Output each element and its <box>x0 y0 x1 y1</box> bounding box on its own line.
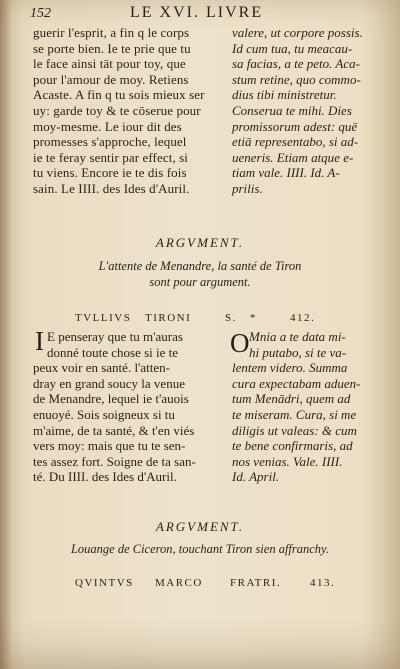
text-line: prilis. <box>232 180 263 196</box>
text-line: peux voir en santé. l'atten- <box>33 360 170 376</box>
text-line: etiā representabo, si ad- <box>232 134 359 150</box>
text-line: Acaste. A fin q tu sois mieux ser <box>33 87 205 103</box>
text-line: uy: garde toy & te cōserue pour <box>33 102 201 118</box>
text-line: moy-mesme. Le iour dit des <box>33 118 182 134</box>
french-column-letter <box>33 326 228 485</box>
salutation-to: TIRONI <box>145 312 192 324</box>
spine-shadow <box>0 0 12 669</box>
text-line: de Menandre, lequel ie t'auois <box>33 391 189 407</box>
french-drop-cap: I <box>35 326 44 356</box>
salutation-mid: MARCO <box>155 577 203 589</box>
text-line: tum Menādri, quem ad <box>232 391 351 407</box>
text-line: valere, ut corpore possis. <box>232 25 363 40</box>
argument-line: Louange de Ciceron, touchant Tiron sien affranchy. <box>70 542 330 556</box>
text-line: E penseray que tu m'auras <box>47 329 183 344</box>
text-line: promissorum adest: quē <box>232 118 358 134</box>
text-line: tes assez fort. Soigne de ta san- <box>33 453 196 469</box>
text-line: sa facias, a te peto. Aca- <box>232 56 360 72</box>
latin-column-top <box>232 25 382 197</box>
salutation-tullius-tironi <box>75 312 375 328</box>
salutation-quintus-marco <box>75 577 375 593</box>
text-line: nos venias. Vale. IIII. <box>232 453 343 469</box>
text-line: te bene confirmaris, ad <box>232 438 353 454</box>
text-line: promesses s'approche, lequel <box>33 134 187 150</box>
salutation-mark: * <box>250 312 257 324</box>
argument-heading: ARGVMENT. <box>155 519 245 534</box>
text-line: ueneris. Etiam atque e- <box>232 149 354 165</box>
running-title: LE XVI. LIVRE <box>130 4 264 21</box>
text-line: se porte bien. Ie te prie que tu <box>33 40 191 56</box>
argument-heading: ARGVMENT. <box>155 235 245 250</box>
text-line: Conserua te mihi. Dies <box>232 102 352 118</box>
argument-block-1 <box>30 234 370 290</box>
text-line: lentem videro. Summa <box>232 360 348 376</box>
text-line: dius tibi ministretur. <box>232 87 337 103</box>
text-line: m'aime, de ta santé, & t'en viés <box>33 422 195 438</box>
latin-drop-cap: O <box>230 328 250 358</box>
text-line: Id cum tua, tu meacau- <box>232 40 353 56</box>
text-line: vers moy: mais que tu te sen- <box>33 438 186 454</box>
text-line: guerir l'esprit, a fin q le corps <box>33 25 190 40</box>
text-line: tiam vale. IIII. Id. A- <box>232 165 340 181</box>
text-line: le face ainsi tāt pour toy, que <box>33 56 186 72</box>
french-column-top <box>33 25 229 197</box>
text-line: Mnia a te data mi- <box>249 329 346 344</box>
text-line: hi putabo, si te va- <box>249 344 347 360</box>
page-number: 152 <box>30 6 51 21</box>
text-line: dray en grand soucy la venue <box>33 375 185 391</box>
salutation-to: FRATRI. <box>230 577 282 589</box>
text-line: te miseram. Cura, si me <box>232 406 357 422</box>
text-line: diligis ut valeas: & cum <box>232 422 357 438</box>
salutation-s: S. <box>225 312 237 324</box>
argument-line: L'attente de Menandre, la santé de Tiron <box>98 259 302 273</box>
text-line: sain. Le IIII. des Ides d'Auril. <box>33 180 190 196</box>
running-header <box>30 4 370 24</box>
letter-number: 413. <box>310 577 336 589</box>
text-line: enuoyé. Sois soigneux si tu <box>33 406 175 422</box>
text-line: donné toute chose si ie te <box>47 344 179 360</box>
text-line: Id. April. <box>232 469 280 485</box>
salutation-from: TVLLIVS <box>75 312 132 324</box>
argument-block-2 <box>30 518 370 557</box>
text-line: tu viens. Encore ie te dis fois <box>33 165 187 181</box>
text-line: cura expectabam aduen- <box>232 375 361 391</box>
text-line: té. Du IIII. des Ides d'Auril. <box>33 469 177 485</box>
text-line: ie te feray sentir par effect, si <box>33 149 189 165</box>
page-edge-shade <box>0 619 400 669</box>
argument-line: sont pour argument. <box>149 275 251 289</box>
salutation-from: QVINTVS <box>75 577 134 589</box>
letter-number: 412. <box>290 312 316 324</box>
latin-column-letter <box>232 329 382 485</box>
text-line: stum retine, quo commo- <box>232 71 361 87</box>
text-line: pour l'amour de moy. Retiens <box>33 71 189 87</box>
